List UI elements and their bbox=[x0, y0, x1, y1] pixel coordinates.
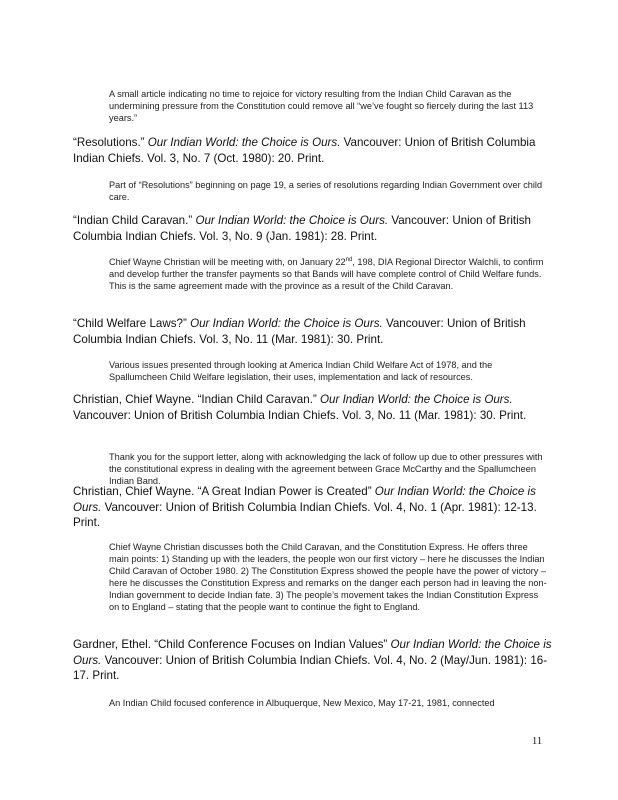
citation-7-journal: Our Indian World: the Choice is Ours. bbox=[73, 638, 552, 667]
citation-5-pre: Christian, Chief Wayne. “Indian Child Caravan.” bbox=[73, 393, 321, 406]
annotation-7: An Indian Child focused conference in Albuquerque, New Mexico, May 17-21, 1981, connected bbox=[109, 698, 495, 708]
annotation-5: Thank you for the support letter, along with acknowledging the lack of follow up due to other pressures with the constitutional express in dealing with the agreement between Grace McCarthy and the Spallumcheen Indian Band. bbox=[109, 452, 543, 487]
citation-4 bbox=[73, 316, 553, 347]
citation-6-journal: Our Indian World: the Choice is Ours. bbox=[73, 485, 536, 514]
annotation-1: A small article indicating no time to rejoice for victory resulting from the Indian Child Caravan as the undermining pressure from the Constitution could remove all “we’ve fought so fiercely during the last 113 years.” bbox=[109, 89, 534, 124]
citation-6-pre: Christian, Chief Wayne. “A Great Indian Power is Created” bbox=[73, 485, 375, 498]
citation-6 bbox=[73, 484, 553, 531]
citation-4-pre: “Child Welfare Laws?” bbox=[73, 317, 191, 330]
annotation-3-pre: Chief Wayne Christian will be meeting with, on January 22 bbox=[109, 257, 346, 267]
citation-2-journal: Our Indian World: the Choice is Ours. bbox=[147, 136, 341, 149]
annotation-3 bbox=[109, 256, 549, 292]
citation-7-post: Vancouver: Union of British Columbia Indian Chiefs. Vol. 4, No. 2 (May/Jun. 1981): 16-17. Print. bbox=[73, 653, 548, 683]
citation-7 bbox=[73, 637, 553, 684]
citation-5-post: Vancouver: Union of British Columbia Indian Chiefs. Vol. 3, No. 11 (Mar. 1981): 30. Print. bbox=[73, 408, 527, 422]
annotation-3-post: , 198, DIA Regional Director Walchli, to confirm and develop further the transfer payments so that Bands will have complete control of Child Welfare funds. This is the same agreement made with the province as a result of the Child Caravan. bbox=[109, 257, 544, 292]
citation-5-journal: Our Indian World: the Choice is Ours. bbox=[320, 393, 513, 406]
citation-3 bbox=[73, 213, 553, 244]
citation-3-pre: “Indian Child Caravan.” bbox=[73, 214, 196, 227]
citation-3-post: Vancouver: Union of British Columbia Indian Chiefs. Vol. 3, No. 9 (Jan. 1981): 28. Print. bbox=[73, 214, 531, 243]
citation-4-journal: Our Indian World: the Choice is Ours. bbox=[190, 317, 383, 330]
citation-4-post: Vancouver: Union of British Columbia Indian Chiefs. Vol. 3, No. 11 (Mar. 1981): 30. Print. bbox=[73, 317, 526, 346]
citation-6-post: Vancouver: Union of British Columbia Indian Chiefs. Vol. 4, No. 1 (Apr. 1981): 12-13. Print. bbox=[73, 500, 537, 530]
annotation-4: Various issues presented through looking at America Indian Child Welfare Act of 1978, and the Spallumcheen Child Welfare legislation, their uses, implementation and lack of resources. bbox=[109, 360, 493, 383]
annotation-6: Chief Wayne Christian discusses both the Child Caravan, and the Constitution Express. He offers three main points: 1) Standing up with the leaders, the people won our first victory – here he discusses the Indian Child Caravan of October 1980. 2) The Constitution Express showed the people have the power of victory – here he discusses the Constitution Express and remarks on the danger each person had in leaving the non-Indian government to decide Indian fate. 3) The people’s movement takes the Indian Constitution Express on to England – stating that the people want to continue the fight to England. bbox=[109, 542, 547, 613]
citation-7-pre: Gardner, Ethel. “Child Conference Focuses on Indian Values” bbox=[73, 638, 391, 651]
citation-2-pre: “Resolutions.” bbox=[73, 136, 148, 149]
citation-5 bbox=[73, 392, 553, 423]
page-number: 11 bbox=[532, 736, 543, 747]
citation-3-journal: Our Indian World: the Choice is Ours. bbox=[195, 214, 389, 227]
citation-2-post: Vancouver: Union of British Columbia Indian Chiefs. Vol. 3, No. 7 (Oct. 1980): 20. Print. bbox=[73, 136, 536, 165]
citation-2 bbox=[73, 135, 553, 166]
annotation-2: Part of “Resolutions” beginning on page 19, a series of resolutions regarding Indian Government over child care. bbox=[109, 180, 543, 203]
annotation-3-sup: nd bbox=[345, 256, 353, 263]
